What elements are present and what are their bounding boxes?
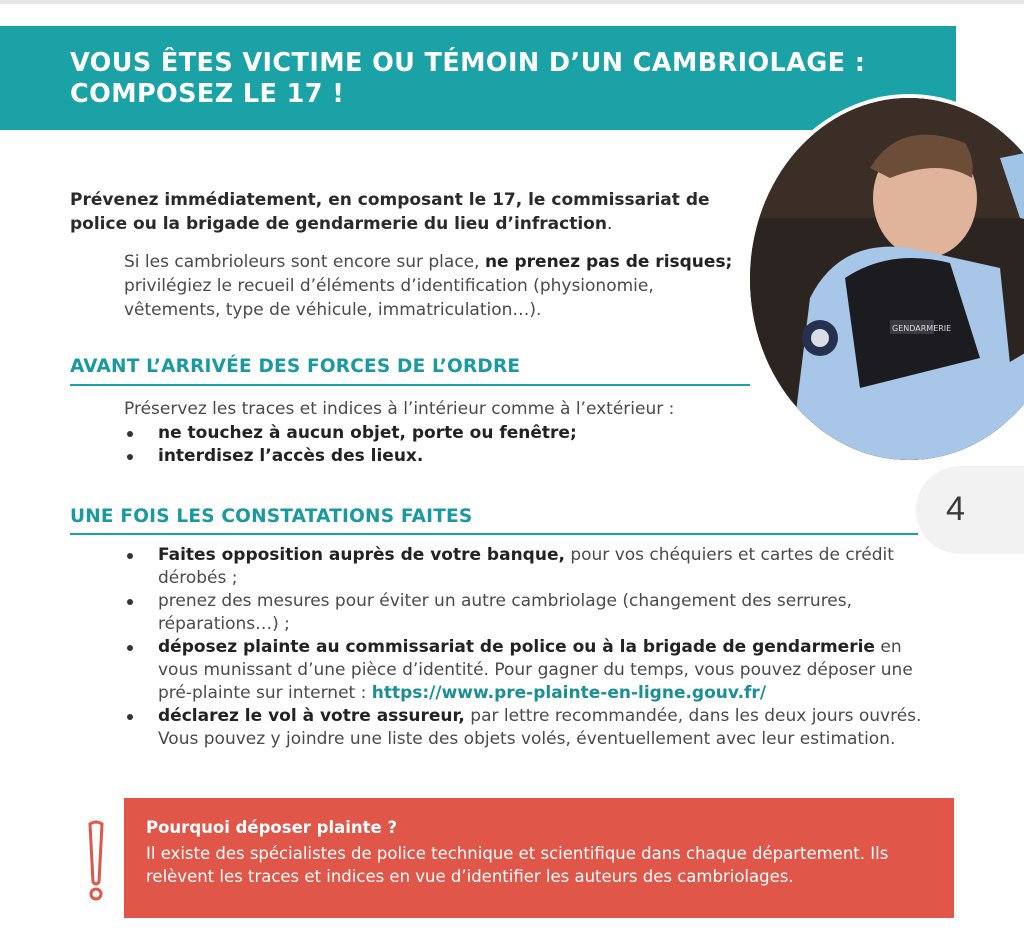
alert-text: Il existe des spécialistes de police technique et scientifique dans chaque département. Ils relèvent les traces et indices en vue d’identifier les auteurs des cambriolages. [146,844,889,886]
list-item-text: en vous munissant d’une pièce d’identité. Pour gagner du temps, vous pouvez déposer une pré-plainte sur internet : [158,637,913,703]
section-heading-before-arrival: AVANT L’ARRIVÉE DES FORCES DE L’ORDRE [70,356,521,377]
page-title [70,48,930,110]
list-item [124,544,924,590]
page-tab [916,466,1024,554]
section2-list [124,544,924,751]
list-item [124,422,764,445]
list-item-bold: déposez plainte au commissariat de police ou à la brigade de gendarmerie [158,637,875,657]
list-item-bold: ne touchez à aucun objet, porte ou fenêtre; [158,423,577,443]
list-item-bold: interdisez l’accès des lieux. [158,446,424,466]
list-item-bold: Faites opposition auprès de votre banque, [158,545,565,565]
list-item [124,636,924,705]
list-item-text: par lettre recommandée, dans les deux jours ouvrés. Vous pouvez y joindre une liste des objets volés, éventuellement avec leur estimation. [158,706,922,749]
list-item [124,590,924,636]
page-number: 4 [946,490,965,528]
title-line-1: VOUS ÊTES VICTIME OU TÉMOIN D’UN CAMBRIOLAGE : [70,48,866,78]
list-item-text: pour vos chéquiers et cartes de crédit dérobés ; [158,545,894,588]
para-part-1: Si les cambrioleurs sont encore sur place, [124,252,485,272]
photo-illustration [750,98,1024,460]
alert-title: Pourquoi déposer plainte ? [146,818,398,837]
gendarme-photo-icon [746,94,1024,464]
photo-badge-label: GENDARMERIE [892,324,952,333]
section-divider-1 [70,384,750,386]
list-item [124,705,924,751]
title-line-2: COMPOSEZ LE 17 ! [70,79,345,109]
pre-plainte-link[interactable]: https://www.pre-plainte-en-ligne.gouv.fr/ [371,683,767,703]
intro-bold: Prévenez immédiatement, en composant le 17, le commissariat de police ou la brigade de gendarmerie du lieu d’infraction [70,190,710,234]
exclamation-icon [84,820,108,904]
instructions-paragraph [124,250,744,322]
top-strip [0,0,1024,4]
para-part-2: privilégiez le recueil d’éléments d’identification (physionomie, vêtements, type de véhicule, immatriculation…). [124,276,654,320]
list-item-text: prenez des mesures pour éviter un autre cambriolage (changement des serrures, réparations…) ; [158,591,853,634]
intro-end: . [606,214,613,234]
para-bold: ne prenez pas de risques; [484,252,733,272]
section-divider-2 [70,533,918,535]
section-heading-after-findings: UNE FOIS LES CONSTATATIONS FAITES [70,506,473,527]
list-item [124,445,764,468]
section1-intro: Préservez les traces et indices à l’intérieur comme à l’extérieur : [124,399,675,419]
list-item-bold: déclarez le vol à votre assureur, [158,706,465,726]
section1-list [124,422,764,468]
intro-text [70,188,730,236]
